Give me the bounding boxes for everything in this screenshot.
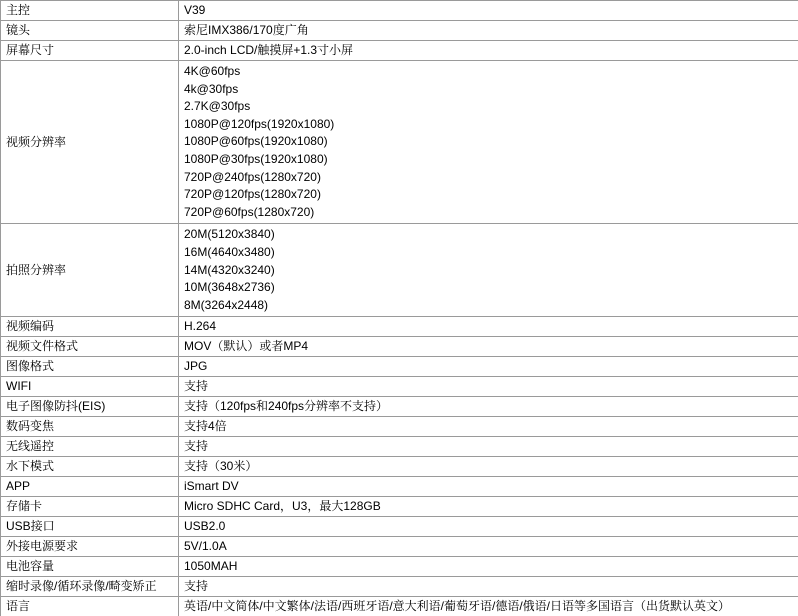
spec-label-cell: 屏幕尺寸 bbox=[1, 41, 179, 61]
table-row bbox=[1, 457, 798, 477]
spec-value-cell: 支持 bbox=[179, 577, 798, 597]
spec-label-cell: 视频分辨率 bbox=[1, 61, 179, 224]
spec-label-cell: 拍照分辨率 bbox=[1, 224, 179, 317]
list-item: 720P@240fps(1280x720) bbox=[184, 169, 321, 184]
spec-label-cell: 镜头 bbox=[1, 21, 179, 41]
list-item: 2.7K@30fps bbox=[184, 99, 251, 114]
table-row bbox=[1, 517, 798, 537]
list-item: 1080P@120fps(1920x1080) bbox=[184, 116, 335, 131]
spec-label-cell: 水下模式 bbox=[1, 457, 179, 477]
spec-label-cell: APP bbox=[1, 477, 179, 497]
spec-label-cell: 无线遥控 bbox=[1, 437, 179, 457]
spec-value-cell: 5V/1.0A bbox=[179, 537, 798, 557]
table-row bbox=[1, 21, 798, 41]
spec-label-cell: 语言 bbox=[1, 597, 179, 616]
table-row bbox=[1, 597, 798, 616]
list-item: 1080P@60fps(1920x1080) bbox=[184, 134, 328, 149]
list-item: 10M(3648x2736) bbox=[184, 280, 275, 295]
table-row bbox=[1, 537, 798, 557]
list-item: 4K@60fps bbox=[184, 64, 241, 78]
spec-value-cell: iSmart DV bbox=[179, 477, 798, 497]
spec-value-cell bbox=[179, 61, 798, 224]
table-row bbox=[1, 337, 798, 357]
spec-label-cell: 图像格式 bbox=[1, 357, 179, 377]
spec-label-cell: 电池容量 bbox=[1, 557, 179, 577]
table-row bbox=[1, 437, 798, 457]
spec-value-cell: V39 bbox=[179, 1, 798, 21]
spec-label-cell: 缩时录像/循环录像/畸变矫正 bbox=[1, 577, 179, 597]
spec-value-cell: 索尼IMX386/170度广角 bbox=[179, 21, 798, 41]
spec-label-cell: 主控 bbox=[1, 1, 179, 21]
spec-label-cell: 数码变焦 bbox=[1, 417, 179, 437]
spec-value-cell: 支持（120fps和240fps分辨率不支持） bbox=[179, 397, 798, 417]
table-row bbox=[1, 417, 798, 437]
spec-value-cell: 支持4倍 bbox=[179, 417, 798, 437]
table-row bbox=[1, 577, 798, 597]
spec-value-cell: 支持 bbox=[179, 377, 798, 397]
list-item: 16M(4640x3480) bbox=[184, 244, 275, 259]
table-row bbox=[1, 357, 798, 377]
spec-value-cell: JPG bbox=[179, 357, 798, 377]
table-row bbox=[1, 477, 798, 497]
spec-value-cell: Micro SDHC Card，U3，最大128GB bbox=[179, 497, 798, 517]
list-item: 20M(5120x3840) bbox=[184, 227, 275, 242]
photo-resolution-list bbox=[184, 226, 798, 314]
spec-value-cell: MOV（默认）或者MP4 bbox=[179, 337, 798, 357]
spec-value-cell bbox=[179, 224, 798, 317]
list-item: 4k@30fps bbox=[184, 81, 239, 96]
spec-label-cell: 存储卡 bbox=[1, 497, 179, 517]
spec-label-cell: USB接口 bbox=[1, 517, 179, 537]
table-row bbox=[1, 224, 798, 317]
spec-label-cell: 外接电源要求 bbox=[1, 537, 179, 557]
spec-value-cell: USB2.0 bbox=[179, 517, 798, 537]
table-row bbox=[1, 41, 798, 61]
list-item: 1080P@30fps(1920x1080) bbox=[184, 151, 328, 166]
table-row bbox=[1, 557, 798, 577]
spec-value-cell: 2.0-inch LCD/触摸屏+1.3寸小屏 bbox=[179, 41, 798, 61]
list-item: 720P@60fps(1280x720) bbox=[184, 204, 315, 219]
list-item: 14M(4320x3240) bbox=[184, 262, 275, 277]
spec-label-cell: 电子图像防抖(EIS) bbox=[1, 397, 179, 417]
spec-value-cell: 英语/中文简体/中文繁体/法语/西班牙语/意大利语/葡萄牙语/德语/俄语/日语等多国语言（出货默认英文） bbox=[179, 597, 798, 616]
spec-label-cell: WIFI bbox=[1, 377, 179, 397]
table-row bbox=[1, 1, 798, 21]
specification-table-body bbox=[1, 1, 798, 616]
spec-label-cell: 视频文件格式 bbox=[1, 337, 179, 357]
spec-value-cell: H.264 bbox=[179, 317, 798, 337]
spec-label-cell: 视频编码 bbox=[1, 317, 179, 337]
table-row bbox=[1, 61, 798, 224]
table-row bbox=[1, 317, 798, 337]
table-row bbox=[1, 397, 798, 417]
list-item: 720P@120fps(1280x720) bbox=[184, 187, 321, 202]
spec-value-cell: 支持 bbox=[179, 437, 798, 457]
spec-value-cell: 支持（30米） bbox=[179, 457, 798, 477]
video-resolution-list bbox=[184, 63, 798, 221]
spec-value-cell: 1050MAH bbox=[179, 557, 798, 577]
table-row bbox=[1, 497, 798, 517]
list-item: 8M(3264x2448) bbox=[184, 297, 269, 312]
table-row bbox=[1, 377, 798, 397]
